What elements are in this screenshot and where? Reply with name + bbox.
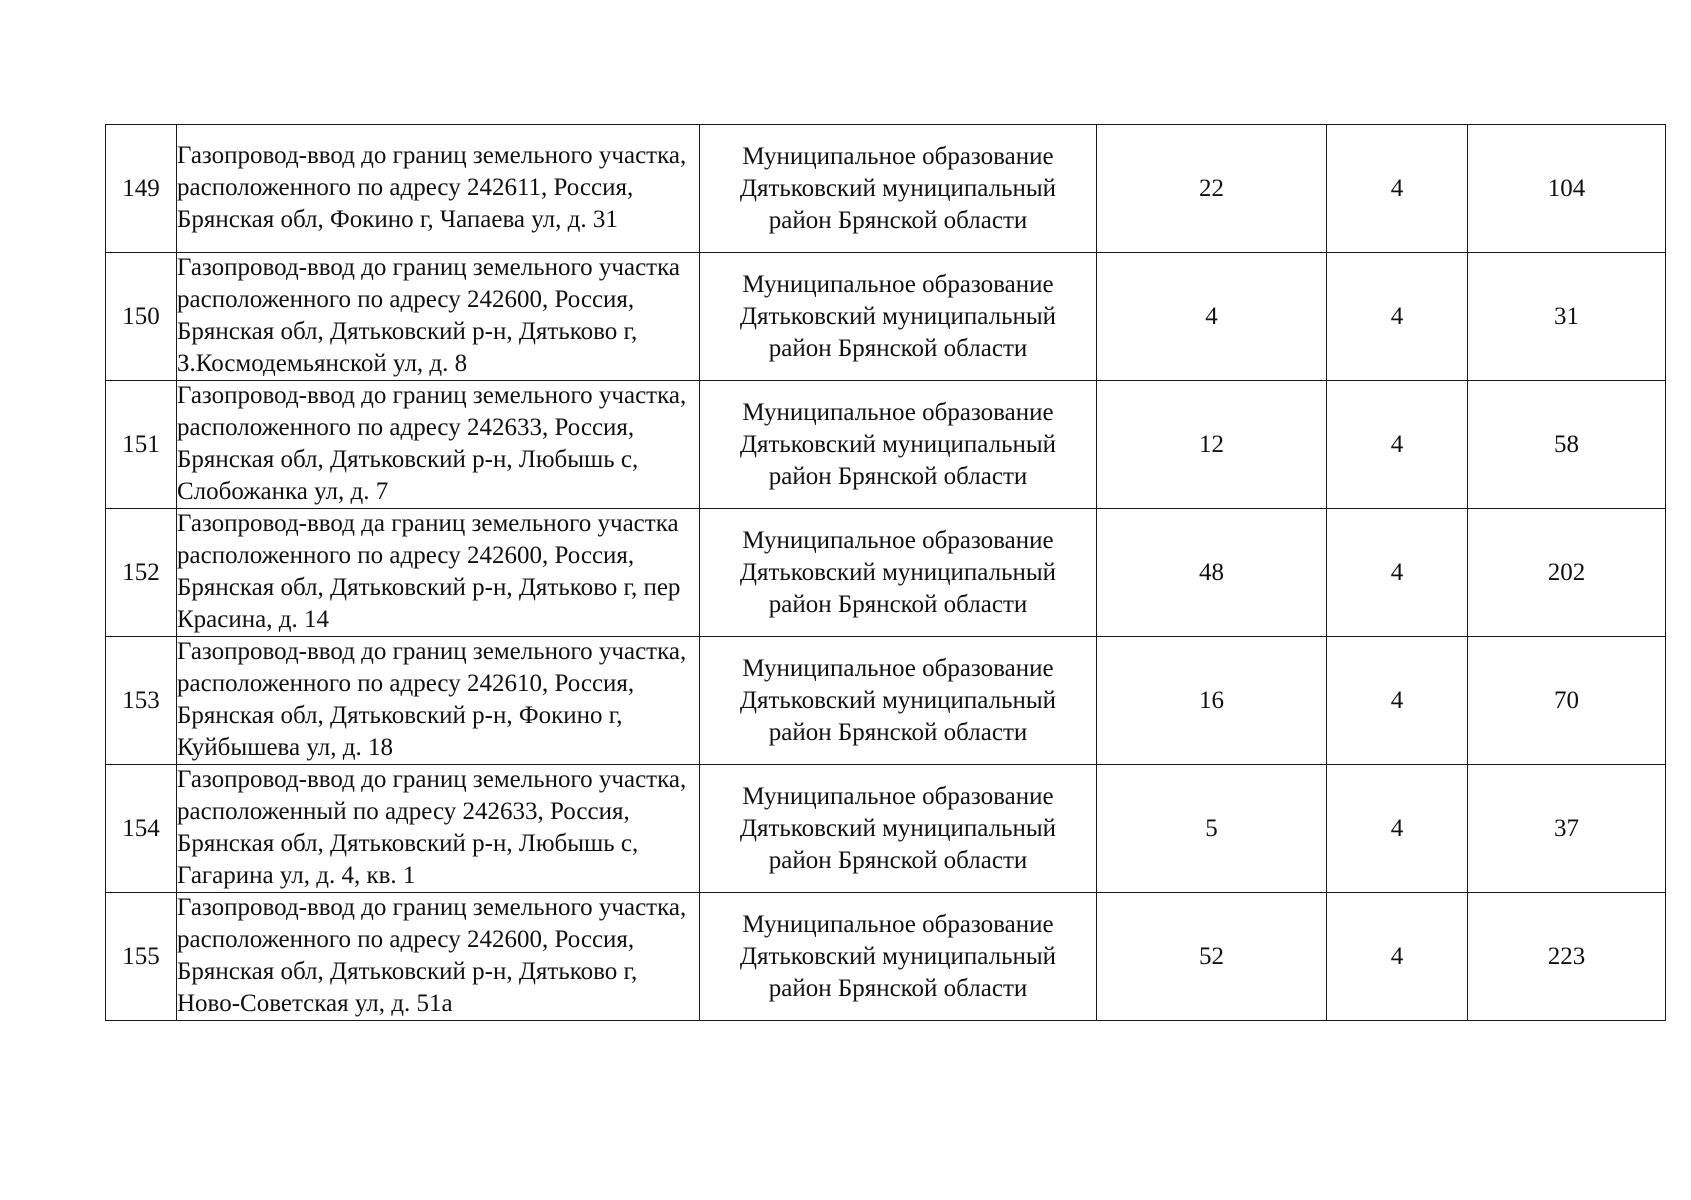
table-row xyxy=(106,381,1666,509)
value-column-1: 5 xyxy=(1097,765,1327,893)
table-row xyxy=(106,509,1666,637)
value-column-2: 4 xyxy=(1327,765,1468,893)
owner-cell xyxy=(700,509,1097,637)
value-column-2: 4 xyxy=(1327,381,1468,509)
owner-cell xyxy=(700,765,1097,893)
row-number: 150 xyxy=(106,253,177,381)
object-description: Газопровод-ввод да границ земельного участка расположенного по адресу 242600, Россия, Брянская обл, Дятьковский р-н, Дятьково г, пер Красина, д. 14 xyxy=(177,509,681,633)
object-description: Газопровод-ввод до границ земельного участка, расположенного по адресу 242610, Россия, Брянская обл, Дятьковский р-н, Фокино г, Куйбышева ул, д. 18 xyxy=(177,637,687,761)
table-row xyxy=(106,125,1666,253)
owner-cell xyxy=(700,125,1097,253)
value-column-2: 4 xyxy=(1327,125,1468,253)
object-description-cell xyxy=(177,893,700,1021)
property-registry-table xyxy=(105,124,1666,1021)
object-description-cell xyxy=(177,509,700,637)
owner-name: Муниципальное образование Дятьковский муниципальный район Брянской области xyxy=(739,910,1057,1002)
value-column-3: 104 xyxy=(1468,125,1666,253)
value-column-3: 58 xyxy=(1468,381,1666,509)
object-description: Газопровод-ввод до границ земельного участка расположенного по адресу 242600, Россия, Брянская обл, Дятьковский р-н, Дятьково г, З.Космодемьянской ул, д. 8 xyxy=(177,253,680,377)
value-column-2: 4 xyxy=(1327,253,1468,381)
table-row xyxy=(106,253,1666,381)
value-column-2: 4 xyxy=(1327,509,1468,637)
row-number: 149 xyxy=(106,125,177,253)
value-column-3: 223 xyxy=(1468,893,1666,1021)
value-column-1: 52 xyxy=(1097,893,1327,1021)
object-description-cell xyxy=(177,637,700,765)
row-number: 151 xyxy=(106,381,177,509)
value-column-1: 12 xyxy=(1097,381,1327,509)
value-column-3: 31 xyxy=(1468,253,1666,381)
value-column-3: 70 xyxy=(1468,637,1666,765)
table-row xyxy=(106,765,1666,893)
value-column-1: 4 xyxy=(1097,253,1327,381)
object-description: Газопровод-ввод до границ земельного участка, расположенный по адресу 242633, Россия, Брянская обл, Дятьковский р-н, Любышь с, Гагарина ул, д. 4, кв. 1 xyxy=(177,765,687,889)
object-description-cell xyxy=(177,765,700,893)
object-description-cell xyxy=(177,381,700,509)
value-column-1: 22 xyxy=(1097,125,1327,253)
owner-cell xyxy=(700,381,1097,509)
value-column-1: 48 xyxy=(1097,509,1327,637)
value-column-2: 4 xyxy=(1327,893,1468,1021)
owner-cell xyxy=(700,893,1097,1021)
owner-name: Муниципальное образование Дятьковский муниципальный район Брянской области xyxy=(739,270,1057,362)
object-description: Газопровод-ввод до границ земельного участка, расположенного по адресу 242600, Россия, Брянская обл, Дятьковский р-н, Дятьково г, Ново-Советская ул, д. 51а xyxy=(177,893,687,1017)
owner-name: Муниципальное образование Дятьковский муниципальный район Брянской области xyxy=(739,654,1057,746)
owner-cell xyxy=(700,253,1097,381)
row-number: 154 xyxy=(106,765,177,893)
value-column-3: 37 xyxy=(1468,765,1666,893)
object-description: Газопровод-ввод до границ земельного участка, расположенного по адресу 242611, Россия, Брянская обл, Фокино г, Чапаева ул, д. 31 xyxy=(177,141,687,233)
owner-name: Муниципальное образование Дятьковский муниципальный район Брянской области xyxy=(739,398,1057,490)
owner-name: Муниципальное образование Дятьковский муниципальный район Брянской области xyxy=(739,782,1057,874)
owner-name: Муниципальное образование Дятьковский муниципальный район Брянской области xyxy=(739,142,1057,234)
value-column-1: 16 xyxy=(1097,637,1327,765)
row-number: 155 xyxy=(106,893,177,1021)
row-number: 153 xyxy=(106,637,177,765)
value-column-3: 202 xyxy=(1468,509,1666,637)
object-description: Газопровод-ввод до границ земельного участка, расположенного по адресу 242633, Россия, Брянская обл, Дятьковский р-н, Любышь с, Слобожанка ул, д. 7 xyxy=(177,381,687,505)
object-description-cell xyxy=(177,125,700,253)
value-column-2: 4 xyxy=(1327,637,1468,765)
table-row xyxy=(106,637,1666,765)
table-row xyxy=(106,893,1666,1021)
owner-name: Муниципальное образование Дятьковский муниципальный район Брянской области xyxy=(739,526,1057,618)
row-number: 152 xyxy=(106,509,177,637)
object-description-cell xyxy=(177,253,700,381)
owner-cell xyxy=(700,637,1097,765)
